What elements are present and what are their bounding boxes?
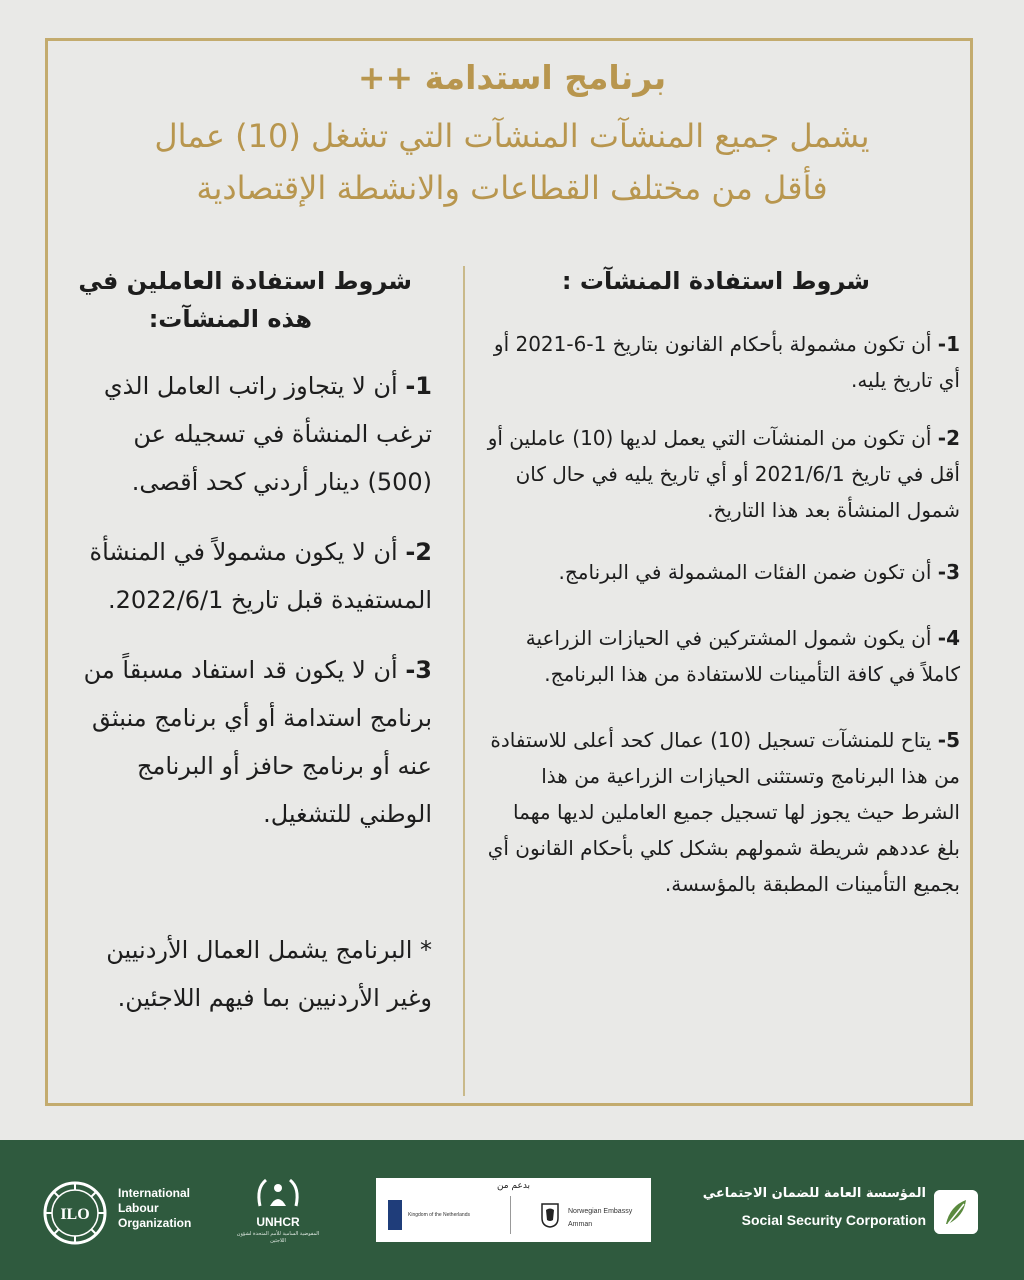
establishment-condition-1 (485, 326, 960, 398)
ssc-english-name: Social Security Corporation (741, 1212, 926, 1228)
norway-lion-icon (540, 1202, 560, 1228)
condition-number: 1- (405, 372, 432, 400)
worker-condition-3 (70, 646, 432, 838)
condition-text: أن لا يتجاوز راتب العامل الذي ترغب المنشأة في تسجيله عن (500) دينار أردني كحد أقصى. (103, 372, 432, 496)
ilo-line-2: Labour (118, 1201, 159, 1215)
worker-condition-1 (70, 362, 432, 506)
workers-heading-line-1: شروط استفادة العاملين في (78, 267, 412, 295)
subtitle-line-1: يشمل جميع المنشآت المنشآت التي تشغل (10) عمال (154, 117, 870, 155)
workers-heading (70, 262, 432, 338)
sponsors-panel (376, 1178, 651, 1242)
condition-text: أن تكون مشمولة بأحكام القانون بتاريخ 1-6-2021 أو أي تاريخ يليه. (493, 332, 960, 392)
condition-text: أن لا يكون مشمولاً في المنشأة المستفيدة قبل تاريخ 2022/6/1. (89, 538, 432, 614)
condition-number: 5- (937, 728, 960, 752)
norway-line-2: Amman (568, 1221, 593, 1228)
worker-condition-2 (70, 528, 432, 624)
establishment-condition-3 (485, 554, 960, 590)
ilo-line-1: International (118, 1186, 191, 1200)
refugees-note: * البرنامج يشمل العمال الأردنيين وغير الأردنيين بما فيهم اللاجئين. (106, 936, 432, 1012)
workers-heading-line-2: هذه المنشآت: (148, 305, 312, 333)
establishments-conditions (485, 262, 960, 902)
condition-text: أن لا يكون قد استفاد مسبقاً من برنامج استدامة أو أي برنامج منبثق عنه أو برنامج حافز أو البرنامج الوطني للتشغيل. (83, 656, 432, 828)
norway-embassy-name (568, 1205, 632, 1231)
condition-text: أن يكون شمول المشتركين في الحيازات الزراعية كاملاً في كافة التأمينات للاستفادة من هذا البرنامج. (525, 626, 960, 686)
establishments-heading: شروط استفادة المنشآت : (561, 267, 870, 295)
condition-number: 3- (405, 656, 432, 684)
netherlands-emblem-icon (388, 1200, 402, 1230)
unhcr-name: UNHCR (256, 1215, 300, 1229)
condition-number: 1- (937, 332, 960, 356)
sponsors-caption: بدعم من (496, 1181, 531, 1191)
ssc-arabic-name: المؤسسة العامة للضمان الاجتماعي (702, 1186, 926, 1201)
column-divider (463, 266, 465, 1096)
condition-number: 2- (937, 426, 960, 450)
subtitle-line-2: فأقل من مختلف القطاعات والانشطة الإقتصادية (196, 169, 828, 207)
sponsors-divider (510, 1196, 511, 1234)
condition-number: 4- (937, 626, 960, 650)
program-subtitle (90, 110, 934, 214)
svg-text:ILO: ILO (60, 1206, 90, 1223)
establishment-condition-5 (485, 722, 960, 902)
establishment-condition-2 (485, 420, 960, 528)
condition-number: 2- (405, 538, 432, 566)
establishment-condition-4 (485, 620, 960, 692)
condition-text: يتاح للمنشآت تسجيل (10) عمال كحد أعلى للاستفادة من هذا البرنامج وتستثنى الحيازات الزراعية من هذا الشرط حيث يجوز لها تسجيل جميع العاملين لديها مهما بلغ عددهم شريطة شمولهم بشكل كلي بأحكام القانون أي بجميع التأمينات المطبقة بالمؤسسة. (487, 728, 960, 896)
ilo-name (118, 1186, 191, 1231)
norway-line-1: Norwegian Embassy (568, 1208, 633, 1215)
unhcr-arabic-name: المفوضية السامية للأمم المتحدة لشؤون اللاجئين (236, 1231, 320, 1244)
program-title: برنامج استدامة ++ (357, 58, 667, 97)
condition-text: أن تكون ضمن الفئات المشمولة في البرنامج. (558, 560, 932, 584)
workers-conditions (70, 262, 432, 1046)
condition-text: أن تكون من المنشآت التي يعمل لديها (10) عاملين أو أقل في تاريخ 2021/6/1 أو أي تاريخ يليه في حال كان شمول المنشأة بعد هذا التاريخ. (487, 426, 960, 522)
netherlands-name: Kingdom of the Netherlands (408, 1212, 470, 1218)
condition-number: 3- (937, 560, 960, 584)
ilo-line-3: Organization (118, 1216, 192, 1230)
ssc-leaf-logo-icon (934, 1190, 978, 1234)
unhcr-logo-icon (252, 1174, 304, 1214)
ilo-logo-icon (42, 1180, 108, 1246)
